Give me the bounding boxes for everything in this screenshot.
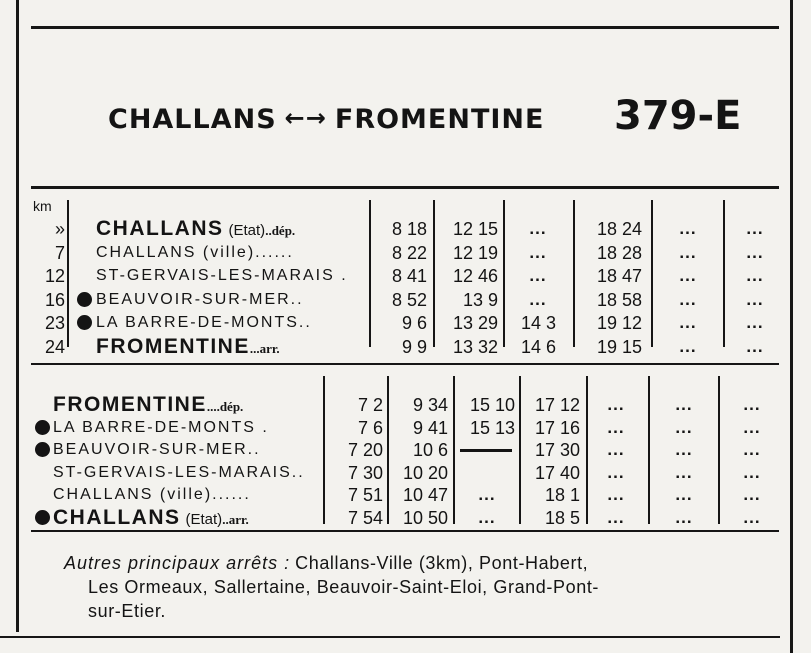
note-lead: Autres principaux arrêts : [64,553,291,573]
departure-time: 13 9 [462,289,498,310]
route-to: FROMENTINE [334,104,545,135]
station-name [96,292,304,308]
departure-time: 7 51 [347,485,383,505]
note-line-2: Les Ormeaux, Sallertaine, Beauvoir-Saint-Eloi, Grand-Pont- [88,577,600,597]
departure-time: 15 13 [469,417,515,438]
station-name [96,336,280,357]
table-top-rule [31,186,779,189]
route-title [108,104,544,135]
departure-time: 18 47 [596,266,642,286]
station-label: FROMENTINE [96,334,250,358]
no-service: ... [746,336,764,356]
no-service: ... [529,289,547,309]
station-suffix: ..dép. [265,223,296,238]
no-service: ... [675,440,693,459]
top-rule [31,26,779,29]
no-service: ... [743,395,761,414]
station-label: BEAUVOIR-SUR-MER.. [96,290,304,308]
station-label: ST-GERVAIS-LES-MARAIS . [96,267,348,284]
station-tag: (Etat) [228,222,266,239]
departure-time: 18 24 [596,219,642,239]
departure-time: 12 15 [452,219,498,239]
station-label: CHALLANS [96,217,224,240]
station-label: CHALLANS (ville)...... [96,243,294,261]
no-service: ... [607,485,625,504]
km-value: 12 [44,266,65,286]
no-service: ... [743,507,761,527]
outbound-column-divider [67,200,69,347]
departure-time: 18 1 [544,485,580,505]
station-name [96,268,348,284]
no-service: ... [746,242,764,262]
departure-time: 19 12 [596,313,642,333]
bullet-dot [77,292,92,307]
station-label: CHALLANS (ville)...... [53,486,251,503]
station-suffix: ..arr. [222,511,249,527]
km-column-header: km [33,198,52,214]
no-service: ... [679,266,697,285]
no-service: ... [478,507,496,527]
departure-time: 18 58 [596,289,642,310]
station-suffix: ...arr. [249,340,280,356]
no-service: ... [675,395,693,414]
station-name [53,442,261,458]
no-service-bar [460,449,512,452]
departure-time: 15 10 [469,395,515,415]
no-service: ... [743,417,761,437]
inbound-column-divider [718,376,720,524]
bottom-rule [0,636,780,638]
no-service: ... [675,485,693,504]
departure-time: 8 18 [391,219,427,239]
station-label: LA BARRE-DE-MONTS.. [96,314,312,331]
no-service: ... [529,219,547,238]
departure-time: 19 15 [596,336,642,357]
no-service: ... [607,417,625,437]
outbound-column-divider [723,200,725,347]
departure-time: 12 46 [452,266,498,286]
route-code: 379-E [614,93,742,139]
left-border [16,0,19,632]
no-service: ... [743,462,761,482]
departure-time: 18 5 [544,507,580,528]
no-service: ... [743,485,761,504]
departure-time: 17 40 [534,462,580,483]
departure-time: 10 50 [402,507,448,528]
departure-time: 7 20 [347,440,383,460]
departure-time: 7 30 [347,462,383,483]
bullet-dot [35,510,50,525]
departure-time: 14 3 [520,313,556,333]
departure-time: 7 6 [357,417,383,438]
outbound-column-divider [651,200,653,347]
table-bottom-rule [31,530,779,532]
no-service: ... [746,313,764,332]
no-service: ... [679,336,697,356]
departure-time: 10 6 [412,440,448,460]
note-line-1: Challans-Ville (3km), Pont-Habert, [295,553,589,573]
departure-time: 8 22 [391,242,427,263]
station-name [53,465,305,481]
table-middle-rule [31,363,779,365]
departure-time: 14 6 [520,336,556,357]
no-service: ... [675,417,693,437]
bullet-dot [35,420,50,435]
no-service: ... [679,219,697,238]
station-suffix: ....dép. [206,399,244,414]
departure-time: 18 28 [596,242,642,263]
no-service: ... [679,313,697,332]
departure-time: 10 47 [402,485,448,505]
double-arrow-icon: ←→ [284,104,327,132]
station-name [53,507,249,528]
departure-time: 7 54 [347,507,383,528]
departure-time: 9 6 [401,313,427,333]
no-service: ... [743,440,761,459]
note-line-3: sur-Etier. [88,601,167,621]
no-service: ... [529,266,547,285]
station-label: ST-GERVAIS-LES-MARAIS.. [53,463,305,481]
departure-time: 8 52 [391,289,427,310]
right-border [790,0,793,653]
departure-time: 9 9 [401,336,427,357]
km-value: 24 [44,336,65,357]
no-service: ... [607,462,625,482]
no-service: ... [675,462,693,482]
departure-time: 17 30 [534,440,580,460]
km-value: 7 [54,242,65,263]
departure-time: 7 2 [357,395,383,415]
station-name [96,315,312,331]
station-name [53,394,243,415]
departure-time: 12 19 [452,242,498,263]
station-name [96,245,294,261]
no-service: ... [478,485,496,504]
station-label: LA BARRE-DE-MONTS . [53,418,269,436]
no-service: ... [529,242,547,262]
no-service: ... [679,289,697,309]
station-name [96,218,295,239]
departure-time: 9 34 [412,395,448,415]
departure-time: 10 20 [402,462,448,483]
station-tag: (Etat) [185,510,223,528]
station-name [53,420,269,436]
km-value: 16 [44,289,65,310]
no-service: ... [746,289,764,309]
km-value: 23 [44,313,65,333]
departure-time: 9 41 [412,417,448,438]
bullet-dot [77,315,92,330]
no-service: ... [679,242,697,262]
inbound-column-divider [586,376,588,524]
station-name [53,487,251,503]
km-value: » [54,219,65,239]
departure-time: 13 32 [452,336,498,357]
inbound-column-divider [648,376,650,524]
station-label: FROMENTINE [53,393,207,416]
departure-time: 13 29 [452,313,498,333]
departure-time: 17 16 [534,417,580,438]
departure-time: 17 12 [534,395,580,415]
no-service: ... [746,219,764,238]
no-service: ... [607,395,625,414]
departure-time: 8 41 [391,266,427,286]
no-service: ... [675,507,693,527]
station-label: CHALLANS [53,505,181,529]
no-service: ... [607,440,625,459]
no-service: ... [746,266,764,285]
bullet-dot [35,442,50,457]
no-service: ... [607,507,625,527]
station-label: BEAUVOIR-SUR-MER.. [53,441,261,458]
route-from: CHALLANS [108,104,277,135]
other-stops-note [64,551,784,623]
